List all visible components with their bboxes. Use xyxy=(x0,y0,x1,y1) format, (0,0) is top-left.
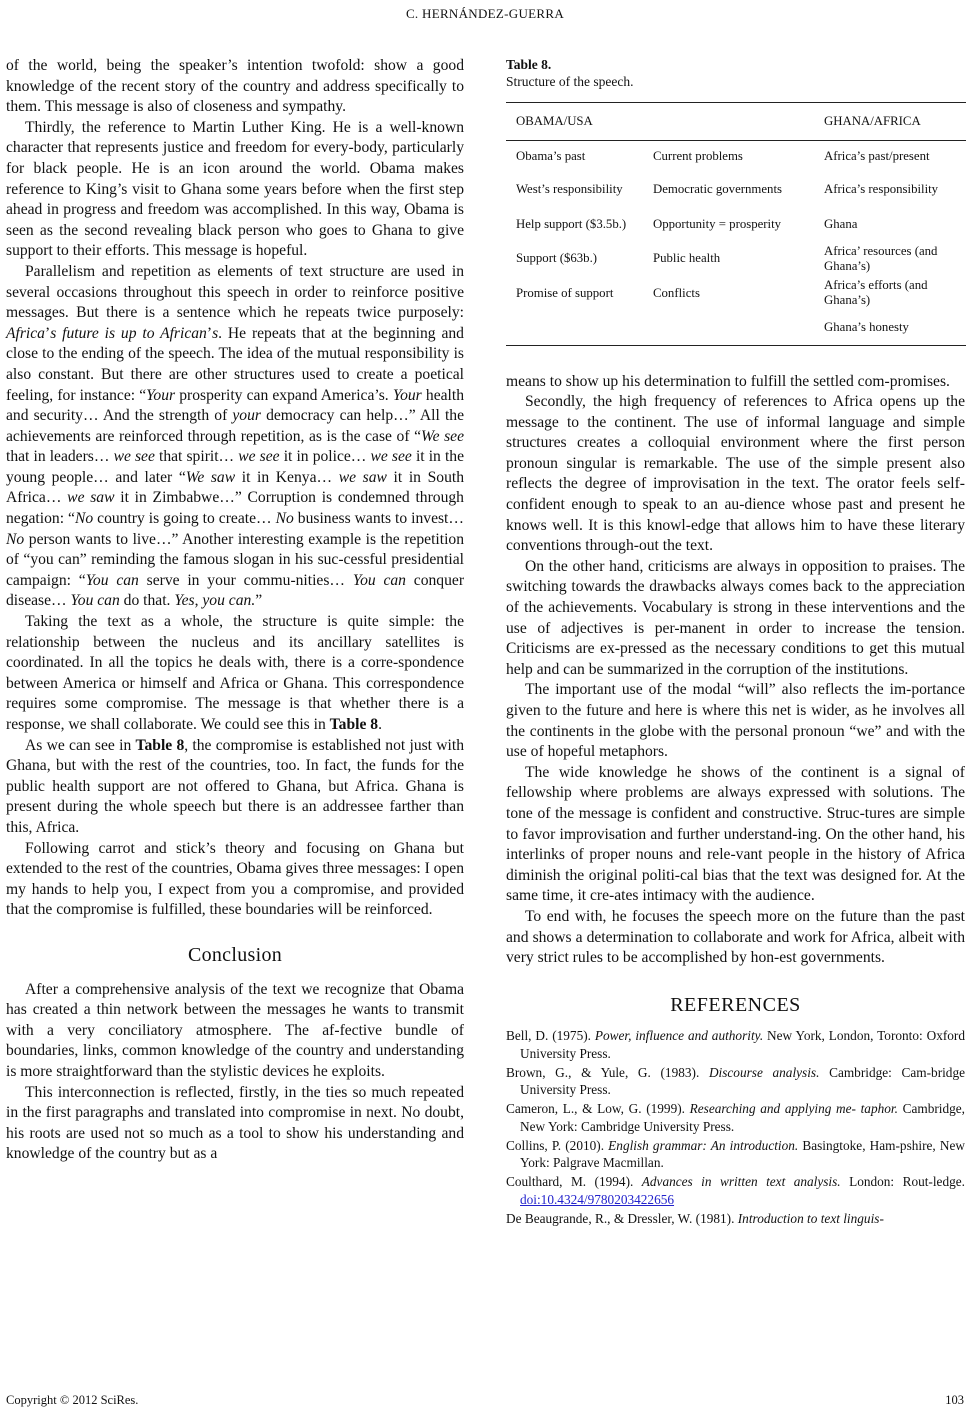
table-cell: Obama’s past xyxy=(516,149,586,164)
table-row xyxy=(506,207,966,242)
body-paragraph: of the world, being the speaker’s intention twofold: show a good knowledge of the recent story of the country and address specifically to them. This message is also of closeness and sympathy. xyxy=(6,57,464,116)
table-label: Table 8. xyxy=(506,57,552,72)
table-cell: Help support ($3.5b.) xyxy=(516,216,627,231)
table-cell: West’s responsibility xyxy=(516,182,623,197)
table-cell: Opportunity = prosperity xyxy=(653,216,782,231)
body-paragraph: On the other hand, criticisms are always in opposition to praises. The switching towards the drawbacks always comes back to the appreciation of the achievements. Vocabulary is strong in these interventions and the use of adjectives is per-manent in order to increase the tension. Criticisms are ex-pressed as the necessary conditions to get this mutual help and can be summarized in the corruption of the institutions. xyxy=(506,557,965,678)
table-cell: Ghana xyxy=(824,216,858,231)
table-header-cell: GHANA/AFRICA xyxy=(814,103,966,141)
table-cell: Promise of support xyxy=(516,285,614,300)
table-cell: Current problems xyxy=(653,149,743,164)
table-cell: Africa’ resources (and Ghana’s) xyxy=(824,243,938,273)
copyright-footer: Copyright © 2012 SciRes. xyxy=(6,1393,139,1407)
body-paragraph: The wide knowledge he shows of the continent is a signal of fellowship where problems are always expressed with solutions. The tone of the message is confident and constructive. Struc-tures are simple to favor improvisation and further understand-ing. On the other hand, his interlinks of proper nouns and rele-vant people in the history of Africa diminish the original politi-cal bias that the text was designed for. At the same time, it cre-ates intimacy with the audience. xyxy=(506,763,965,905)
reference-item: Cameron, L., & Low, G. (1999). Researching and applying me- taphor. Cambridge, New York: Cambridge University Press. xyxy=(506,1101,965,1134)
conclusion-paragraph: This interconnection is reflected, firstly, in the ties so much repeated in the first paragraphs and translated into compromise in next. No doubt, his roots are used not so much as a tool to show his understanding and knowledge of the country but as a xyxy=(6,1083,464,1163)
references-heading: REFERENCES xyxy=(670,993,801,1016)
reference-item: Brown, G., & Yule, G. (1983). Discourse analysis. Cambridge: Cam-bridge University Press. xyxy=(506,1064,966,1098)
body-paragraph: Thirdly, the reference to Martin Luther King. He is a well-known character that represents justice and freedom for every-body, particularly for black people. He is an icon around the world. Obama makes reference to King’s visit to Ghana some years before when the first step ahead in progress and freedom was accomplished. In this way, Obama is seen as the second revealing black person who goes to Ghana to give support to their efforts. This message is hopeful. xyxy=(6,118,464,260)
left-column xyxy=(6,56,464,1165)
table-row xyxy=(506,311,966,346)
table-cell: Ghana’s honesty xyxy=(814,311,966,346)
table-row xyxy=(506,242,966,277)
conclusion-paragraph: After a comprehensive analysis of the text we recognize that Obama has created a thin network between the messages he wants to transmit with a very conciliatory atmosphere. The af-fective bundle of boundaries, links, common knowledge of the country and understanding is more straightforward than the stylistic devices he exploits. xyxy=(6,980,464,1080)
table-header-cell: OBAMA/USA xyxy=(506,103,643,141)
table-reference-link: Table 8 xyxy=(135,736,185,754)
page-number: 103 xyxy=(945,1393,964,1407)
body-paragraph-aswe: As we can see in Table 8, the compromise is established not just with Ghana, but with the rest of the countries, too. In fact, the funds for the public health support are not offered to Ghana, but Africa. Ghana is present during the whole speech but there is an addressee farther than this, Africa. xyxy=(6,736,464,836)
table-header-cell xyxy=(643,103,814,141)
body-paragraph-parallelism: Parallelism and repetition as elements of text structure are used in several occasions throughout this speech in order to reinforce positive messages. But there is a sentence which he repeats twice purposely: Africa’s future is up to African’s. He repeats that at the beginning and close to the ending of the speech. The idea of the mutual responsibility is also constant. But there are other structures used to create a poetical feeling, for instance: “Your prosperity can expand America’s. Your health and security… And the strength of your democracy can help…” All the achievements are reinforced through repetition, as is the case of “We see that in leaders… we see that spirit… we see it in police… we see it in the young people… and later “We saw it in Kenya… we saw it in South Africa… we saw it in Zimbabwe…” Corruption is condemned through negation: “No country is going to create… No business wants to invest… No person wants to live…” Another interesting example is the repetition of “you can” reminding the famous slogan in his suc-cessful presidential campaign: “You can serve in your commu-nities… You can conquer disease… You can do that. Yes, you can.” xyxy=(6,262,465,610)
table-caption-text: Structure of the speech. xyxy=(506,74,634,89)
reference-item: De Beaugrande, R., & Dressler, W. (1981). Introduction to text linguis- xyxy=(506,1210,884,1226)
right-column xyxy=(506,56,965,1229)
table-reference-link: Table 8 xyxy=(329,716,379,733)
table-caption xyxy=(506,56,965,90)
body-paragraph: means to show up his determination to fulfill the settled com-promises. xyxy=(506,372,950,390)
body-paragraph: To end with, he focuses the speech more on the future than the past and shows a determination to collaborate and work for Africa, albeit with very strict rules to be accomplished by hon-est governments. xyxy=(506,907,965,967)
table-cell: Public health xyxy=(653,251,721,266)
doi-link[interactable]: doi:10.4324/9780203422656 xyxy=(520,1191,675,1207)
table-cell: Democratic governments xyxy=(653,182,782,197)
table-cell: Africa’s past/present xyxy=(824,149,930,164)
body-paragraph: Secondly, the high frequency of references to Africa opens up the message to the continent. The use of informal language and simple structures creates a colloquial environment where the first person pronoun singular is remarkable. The use of the simple present also reflects the degree of improvisation in the text. The orator feels self-confident enough to speak to an au-dience whose past and present he knows well. It is this knowl-edge that allows him to have these literary conventions through-out the text. xyxy=(506,393,965,555)
reference-item: Collins, P. (2010). English grammar: An introduction. Basingtoke, Ham-pshire, New York: Palgrave Macmillan. xyxy=(506,1137,965,1171)
table-row xyxy=(506,173,966,208)
reference-item: Coulthard, M. (1994). Advances in written text analysis. London: Rout-ledge. doi:10.4324/9780203422656 xyxy=(506,1174,965,1207)
table-cell xyxy=(643,311,814,346)
table-cell: Conflicts xyxy=(653,285,700,300)
body-paragraph: The important use of the modal “will” also reflects the im-portance given to the future and here is where this net is wider, as he involves all the continents in the globe with the personal pronoun “we” and with the use of hopeful metaphors. xyxy=(506,681,965,761)
running-header: C. HERNÁNDEZ-GUERRA xyxy=(405,6,565,21)
body-paragraph: Following carrot and stick’s theory and focusing on Ghana but extended to the rest of the countries, Obama gives three messages: I open my hands to help you, I expect from you a compromise, and provided that the compromise is fulfilled, these boundaries will be reinforced. xyxy=(6,839,464,919)
table-cell: Africa’s responsibility xyxy=(824,182,939,197)
table-cell xyxy=(506,311,643,346)
table-cell: Support ($63b.) xyxy=(516,251,598,266)
table-row xyxy=(506,276,966,311)
table-header-row xyxy=(506,103,966,141)
structure-table xyxy=(506,102,966,346)
conclusion-heading: Conclusion xyxy=(187,943,283,966)
table-row xyxy=(506,141,966,173)
references-list xyxy=(506,1027,965,1227)
reference-item: Bell, D. (1975). Power, influence and authority. New York, London, Toronto: Oxford University Press. xyxy=(506,1028,966,1061)
body-paragraph-taking: Taking the text as a whole, the structure is quite simple: the relationship between the nucleus and its ancillary satellites is coordinated. In all the topics he deals with, there is a corre-spondence between America or himself and Africa or Ghana. This correspondence requires some compromise. The message is that whether there is a response, we shall collaborate. We could see this in Table 8. xyxy=(6,613,464,733)
table-cell: Africa’s efforts (and Ghana’s) xyxy=(824,278,928,308)
